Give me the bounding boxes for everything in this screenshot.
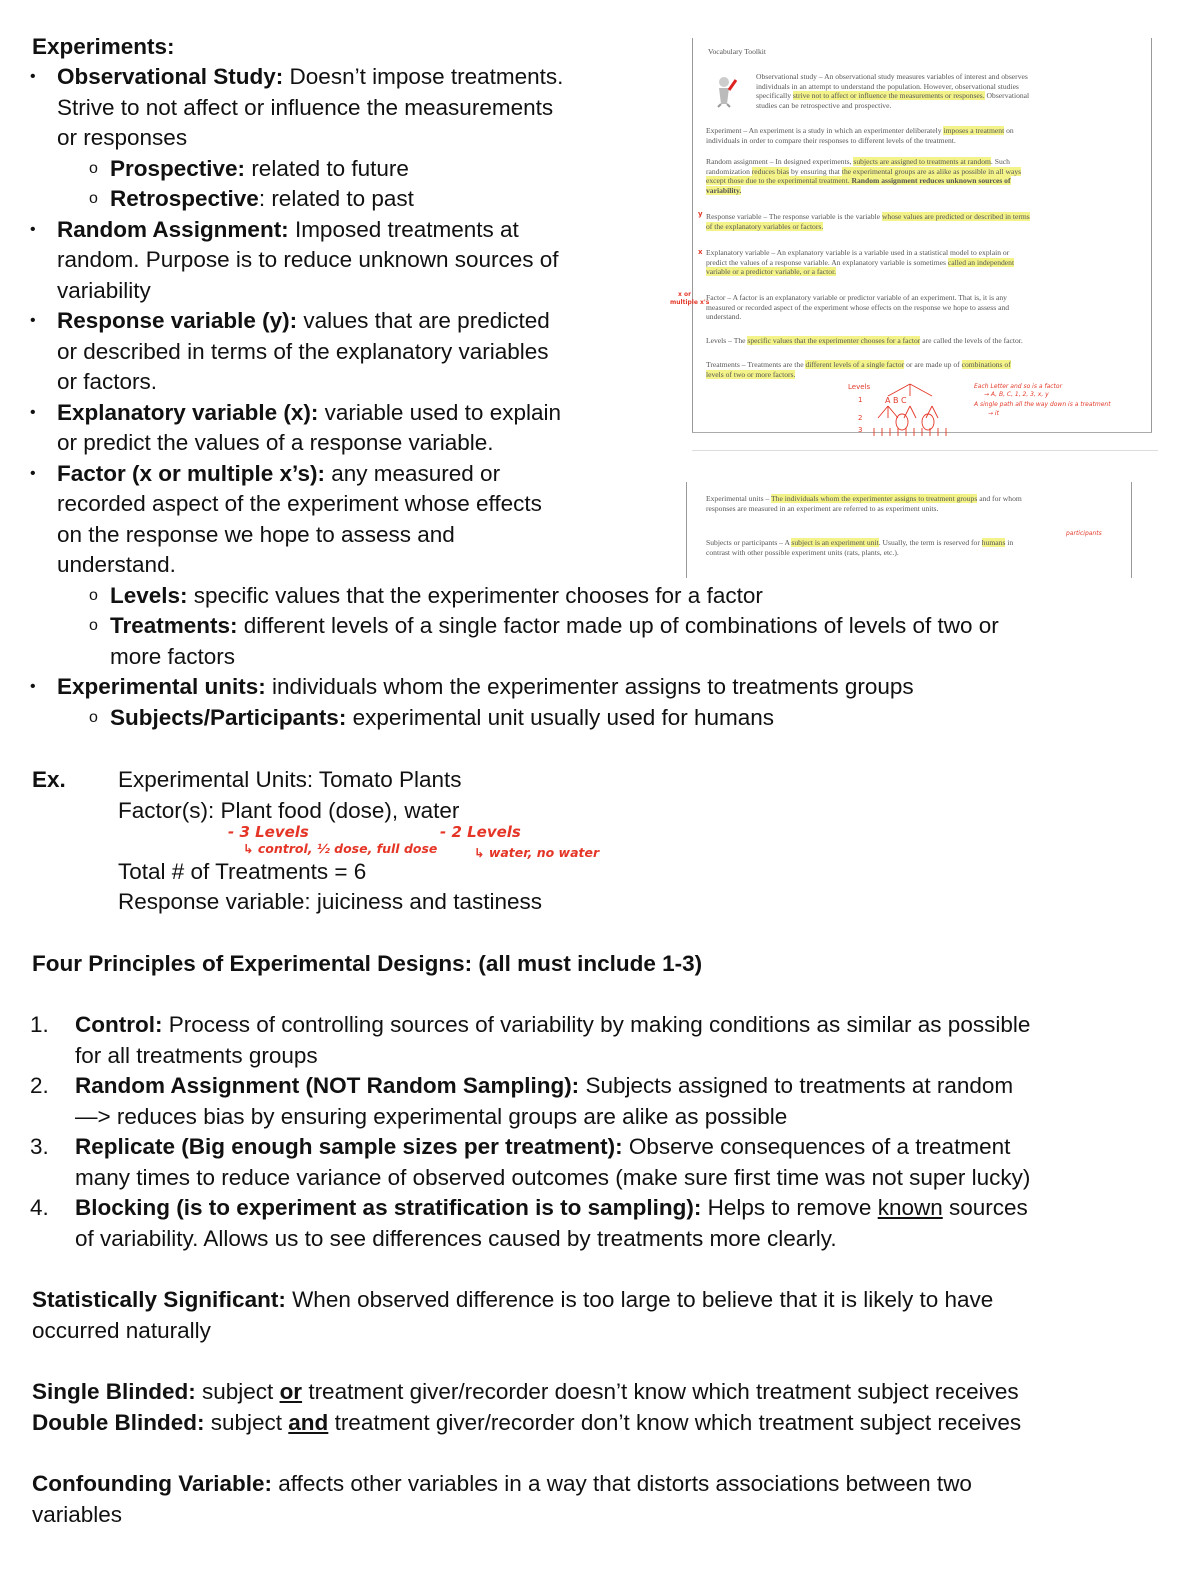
scan-line: measured or recorded aspect of the experiment whose effects on the response we hope to assess and	[706, 302, 1010, 312]
observational-line1: Observational Study: Doesn’t impose treatments.	[57, 64, 564, 89]
tree-label: 3	[858, 426, 863, 434]
units-line: Experimental units: individuals whom the experimenter assigns to treatments groups	[57, 674, 914, 699]
scan-line: Observational study – An observational study measures variables of interest and observes	[756, 72, 1028, 81]
example-line4: Response variable: juiciness and tastiness	[118, 889, 542, 914]
observational-line2: Strive to not affect or influence the measurements	[57, 94, 554, 120]
response-line1: Response variable (y): values that are predicted	[57, 308, 550, 333]
response-line3: or factors.	[57, 369, 158, 394]
tree-label: 1	[858, 396, 863, 404]
example-line2: Factor(s): Plant food (dose), water	[118, 797, 460, 823]
explanatory-line2: or predict the values of a response variable.	[57, 430, 494, 455]
scan-line: responses are measured in an experiment are referred to as experiment units.	[706, 503, 939, 513]
random-assignment-line3: variability	[57, 277, 151, 303]
scan-line: specifically strive not to affect or influence the measurements or responses. Observational	[756, 91, 1030, 100]
handwritten-note: A single path all the way down is a treatment	[974, 401, 1111, 408]
scan-line: individuals in order to compare their responses to different levels of the treatment.	[706, 135, 956, 145]
single-blinded-line: Single Blinded: subject or treatment giver/recorder doesn’t know which treatment subject receives	[32, 1379, 1019, 1404]
handwritten-note: - 3 Levels	[228, 823, 309, 841]
treatments-line2: more factors	[110, 643, 236, 669]
tree-label: 2	[858, 414, 863, 422]
vocabulary-scan	[670, 38, 1158, 458]
principle-4-line1: Blocking (is to experiment as stratification is to sampling): Helps to remove known sources	[75, 1195, 1028, 1220]
factor-line4: understand.	[57, 552, 176, 577]
list-number: 2.	[30, 1073, 49, 1098]
bullet: •	[30, 68, 36, 85]
subjects-line: Subjects/Participants: experimental unit usually used for humans	[110, 704, 775, 730]
scan-line: Treatments – Treatments are the different levels of a single factor or are made up of combinations of	[706, 360, 1011, 369]
scan-line: Random assignment – In designed experiments, subjects are assigned to treatments at random. Such	[706, 157, 1010, 166]
handwritten-note: ↳ control, ½ dose, full dose	[243, 841, 438, 856]
scan-line: levels of two or more factors.	[706, 369, 796, 379]
scan-line: variability.	[706, 185, 742, 195]
confounding-line2: variables	[32, 1501, 123, 1527]
scan-line: variable or a predictor variable, or a factor.	[706, 267, 837, 276]
bullet: •	[30, 312, 36, 329]
bullet: •	[30, 678, 36, 695]
principle-3-line1: Replicate (Big enough sample sizes per treatment): Observe consequences of a treatment	[75, 1134, 1011, 1159]
units-scan	[686, 482, 1132, 578]
scan-line: individuals in an attempt to understand the population. However, observational studies	[756, 81, 1019, 91]
factor-line2: recorded aspect of the experiment whose effects	[57, 491, 542, 516]
factor-line3: on the response we hope to assess and	[57, 521, 455, 547]
margin-mark: multiple x's	[670, 299, 710, 306]
principle-1-line2: for all treatments groups	[75, 1042, 318, 1068]
handwritten-note: → it	[988, 410, 999, 417]
principle-2-line1: Random Assignment (NOT Random Sampling): Subjects assigned to treatments at random	[75, 1073, 1014, 1098]
scan-line: randomization reduces bias by ensuring that the experimental groups are as alike as possible in all ways	[706, 166, 1022, 176]
scan-line: Response variable – The response variable is the variable whose values are predicted or described in terms	[706, 212, 1030, 221]
confounding-line1: Confounding Variable: affects other variables in a way that distorts associations between two	[32, 1471, 972, 1496]
prospective-line: Prospective: related to future	[110, 155, 409, 181]
scan-line: studies can be retrospective and prospective.	[756, 100, 892, 110]
double-blinded-line: Double Blinded: subject and treatment giver/recorder don’t know which treatment subject receives	[32, 1409, 1022, 1435]
treatments-line1: Treatments: different levels of a single factor made up of combinations of levels of two or	[110, 613, 999, 638]
bullet: •	[30, 220, 36, 238]
tree-label: Levels	[848, 383, 871, 391]
explanatory-line1: Explanatory variable (x): variable used to explain	[57, 399, 561, 425]
sub-bullet: o	[89, 617, 98, 634]
scan-title: Vocabulary Toolkit	[708, 47, 767, 56]
observational-line3: or responses	[57, 125, 188, 150]
sub-bullet: o	[89, 586, 98, 604]
sub-bullet: o	[89, 190, 98, 207]
tree-diagram	[872, 378, 982, 440]
example-line3: Total # of Treatments = 6	[118, 858, 367, 884]
scan-line: Experiment – An experiment is a study in which an experimenter deliberately imposes a treatment on	[706, 126, 1014, 135]
levels-line: Levels: specific values that the experimenter chooses for a factor	[110, 582, 763, 608]
scan-line: except those due to the experimental treatment. Random assignment reduces unknown sources of	[706, 176, 1011, 185]
factor-line1: Factor (x or multiple x’s): any measured or	[57, 460, 501, 486]
scan-line: Subjects or participants – A subject is an experiment unit. Usually, the term is reserved for humans in	[706, 538, 1014, 547]
principle-2-line2: —> reduces bias by ensuring experimental groups are alike as possible	[75, 1103, 788, 1129]
margin-mark: x	[698, 248, 703, 256]
principles-heading: Four Principles of Experimental Designs: (all must include 1-3)	[32, 950, 703, 976]
stat-sig-line1: Statistically Significant: When observed difference is too large to believe that it is likely to have	[32, 1287, 994, 1312]
stat-sig-line2: occurred naturally	[32, 1317, 211, 1343]
list-number: 3.	[30, 1134, 49, 1159]
principle-1-line1: Control: Process of controlling sources of variability by making conditions as similar as possible	[75, 1012, 1031, 1037]
sub-bullet: o	[89, 159, 98, 177]
random-assignment-line2: random. Purpose is to reduce unknown sources of	[57, 247, 559, 272]
bullet: •	[30, 403, 36, 421]
retrospective-line: Retrospective: related to past	[110, 186, 414, 211]
scan-line: Levels – The specific values that the experimenter chooses for a factor are called the levels of the factor.	[706, 336, 1023, 345]
bullet: •	[30, 464, 36, 482]
handwritten-note: Each Letter and so is a factor	[974, 383, 1063, 390]
handwritten-note: → A, B, C, 1, 2, 3, x, y	[984, 391, 1049, 398]
list-number: 1.	[30, 1012, 49, 1037]
scan-line: Factor – A factor is an explanatory variable or predictor variable of an experiment. That is, it is any	[706, 293, 1007, 302]
example-line1: Experimental Units: Tomato Plants	[118, 767, 462, 792]
random-assignment-line1: Random Assignment: Imposed treatments at	[57, 216, 519, 242]
scan-line: predict the values of a response variable. An explanatory variable is sometimes called an independent	[706, 257, 1015, 267]
scan-line: Explanatory variable – An explanatory variable is a variable used in a statistical model to explain or	[706, 248, 1010, 257]
principle-4-line2: of variability. Allows us to see differences caused by treatments more clearly.	[75, 1225, 837, 1251]
handwritten-note: - 2 Levels	[440, 823, 521, 841]
section-heading: Experiments:	[32, 34, 175, 59]
scan-line: Experimental units – The individuals whom the experimenter assigns to treatment groups and for whom	[706, 494, 1022, 503]
sub-bullet: o	[89, 708, 98, 726]
margin-mark: y	[698, 210, 703, 218]
scan-line: understand.	[706, 312, 742, 321]
response-line2: or described in terms of the explanatory variables	[57, 338, 549, 364]
thinking-figure-icon	[712, 74, 740, 108]
list-number: 4.	[30, 1195, 49, 1220]
scan-line: of the explanatory variables or factors.	[706, 221, 824, 231]
handwritten-note: ↳ water, no water	[474, 845, 600, 860]
scan-line: contrast with other possible experiment units (rats, plants, etc.).	[706, 547, 899, 557]
handwritten-note: participants	[1066, 530, 1102, 537]
example-label: Ex.	[32, 767, 66, 792]
margin-mark: x or	[678, 291, 692, 298]
principle-3-line2: many times to reduce variance of observed outcomes (make sure first time was not super lucky)	[75, 1164, 1031, 1190]
tree-label: A B C	[885, 396, 907, 405]
